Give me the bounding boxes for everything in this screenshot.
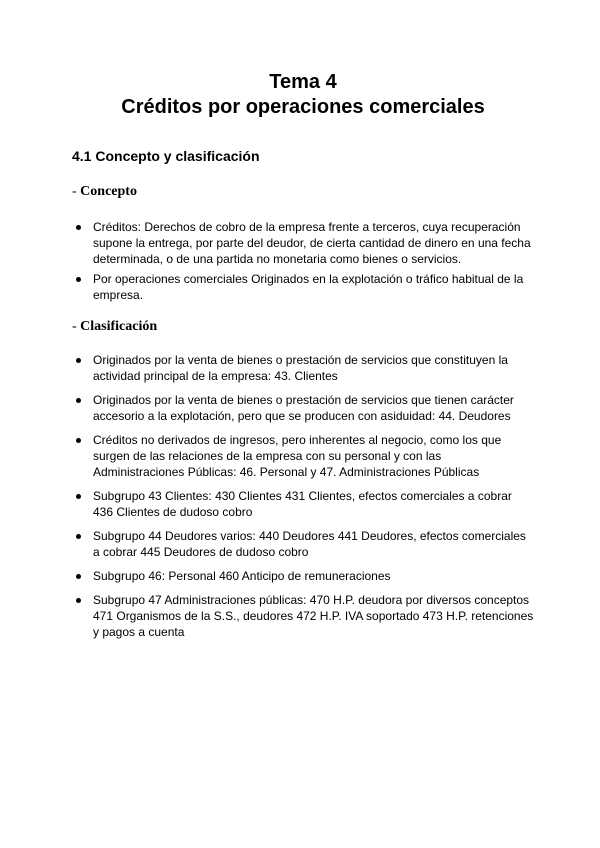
- bullet-icon: [76, 277, 81, 282]
- bullet-icon: [76, 438, 81, 443]
- list-item: [72, 488, 534, 520]
- bullet-icon: [76, 225, 81, 230]
- title-line-2: Créditos por operaciones comerciales: [121, 96, 485, 118]
- list-item-text: Subgrupo 43 Clientes: 430 Clientes 431 Clientes, efectos comerciales a cobrar 436 Clientes de dudoso cobro: [93, 489, 512, 519]
- document-page: [72, 70, 534, 639]
- list-item: [72, 219, 534, 267]
- concepto-label: Concepto: [80, 184, 137, 199]
- clasificacion-heading: [72, 318, 157, 336]
- concepto-list: [72, 219, 534, 303]
- list-item: [72, 352, 534, 384]
- list-item: [72, 271, 534, 303]
- bullet-icon: [76, 494, 81, 499]
- list-item: [72, 432, 534, 480]
- concepto-dash: -: [72, 184, 81, 199]
- list-item: [72, 528, 534, 560]
- list-item-text: Originados por la venta de bienes o prestación de servicios que tienen carácter accesorio a la explotación, pero que se producen con asiduidad: 44. Deudores: [93, 393, 514, 423]
- page-title: [72, 70, 534, 120]
- list-item-text: Créditos: Derechos de cobro de la empresa frente a terceros, cuya recuperación supone la entrega, por parte del deudor, de cierta cantidad de dinero en una fecha determinada, o de una partida no monetaria como bienes o servicios.: [93, 220, 531, 266]
- bullet-icon: [76, 358, 81, 363]
- list-item: [72, 568, 534, 584]
- list-item-text: Por operaciones comerciales Originados en la explotación o tráfico habitual de la empresa.: [93, 272, 524, 302]
- bullet-icon: [76, 574, 81, 579]
- list-item-text: Originados por la venta de bienes o prestación de servicios que constituyen la actividad principal de la empresa: 43. Clientes: [93, 353, 508, 383]
- list-item-text: Créditos no derivados de ingresos, pero inherentes al negocio, como los que surgen de las relaciones de la empresa con su personal y con las Administraciones Públicas: 46. Personal y 47. Administraciones Públicas: [93, 433, 502, 479]
- concepto-heading: [72, 183, 137, 201]
- list-item: [72, 392, 534, 424]
- clasificacion-label: Clasificación: [80, 319, 158, 334]
- bullet-icon: [76, 534, 81, 539]
- list-item-text: Subgrupo 46: Personal 460 Anticipo de remuneraciones: [93, 569, 391, 583]
- list-item: [72, 592, 534, 640]
- clasificacion-list: [72, 352, 534, 640]
- bullet-icon: [76, 598, 81, 603]
- list-item-text: Subgrupo 47 Administraciones públicas: 470 H.P. deudora por diversos conceptos 471 Organismos de la S.S., deudores 472 H.P. IVA soportado 473 H.P. retenciones y pagos a cuenta: [93, 593, 534, 639]
- title-line-1: Tema 4: [269, 71, 337, 93]
- list-item-text: Subgrupo 44 Deudores varios: 440 Deudores 441 Deudores, efectos comerciales a cobrar 445 Deudores de dudoso cobro: [93, 529, 526, 559]
- bullet-icon: [76, 398, 81, 403]
- section-heading: 4.1 Concepto y clasificación: [72, 148, 260, 164]
- clasificacion-dash: -: [72, 319, 81, 334]
